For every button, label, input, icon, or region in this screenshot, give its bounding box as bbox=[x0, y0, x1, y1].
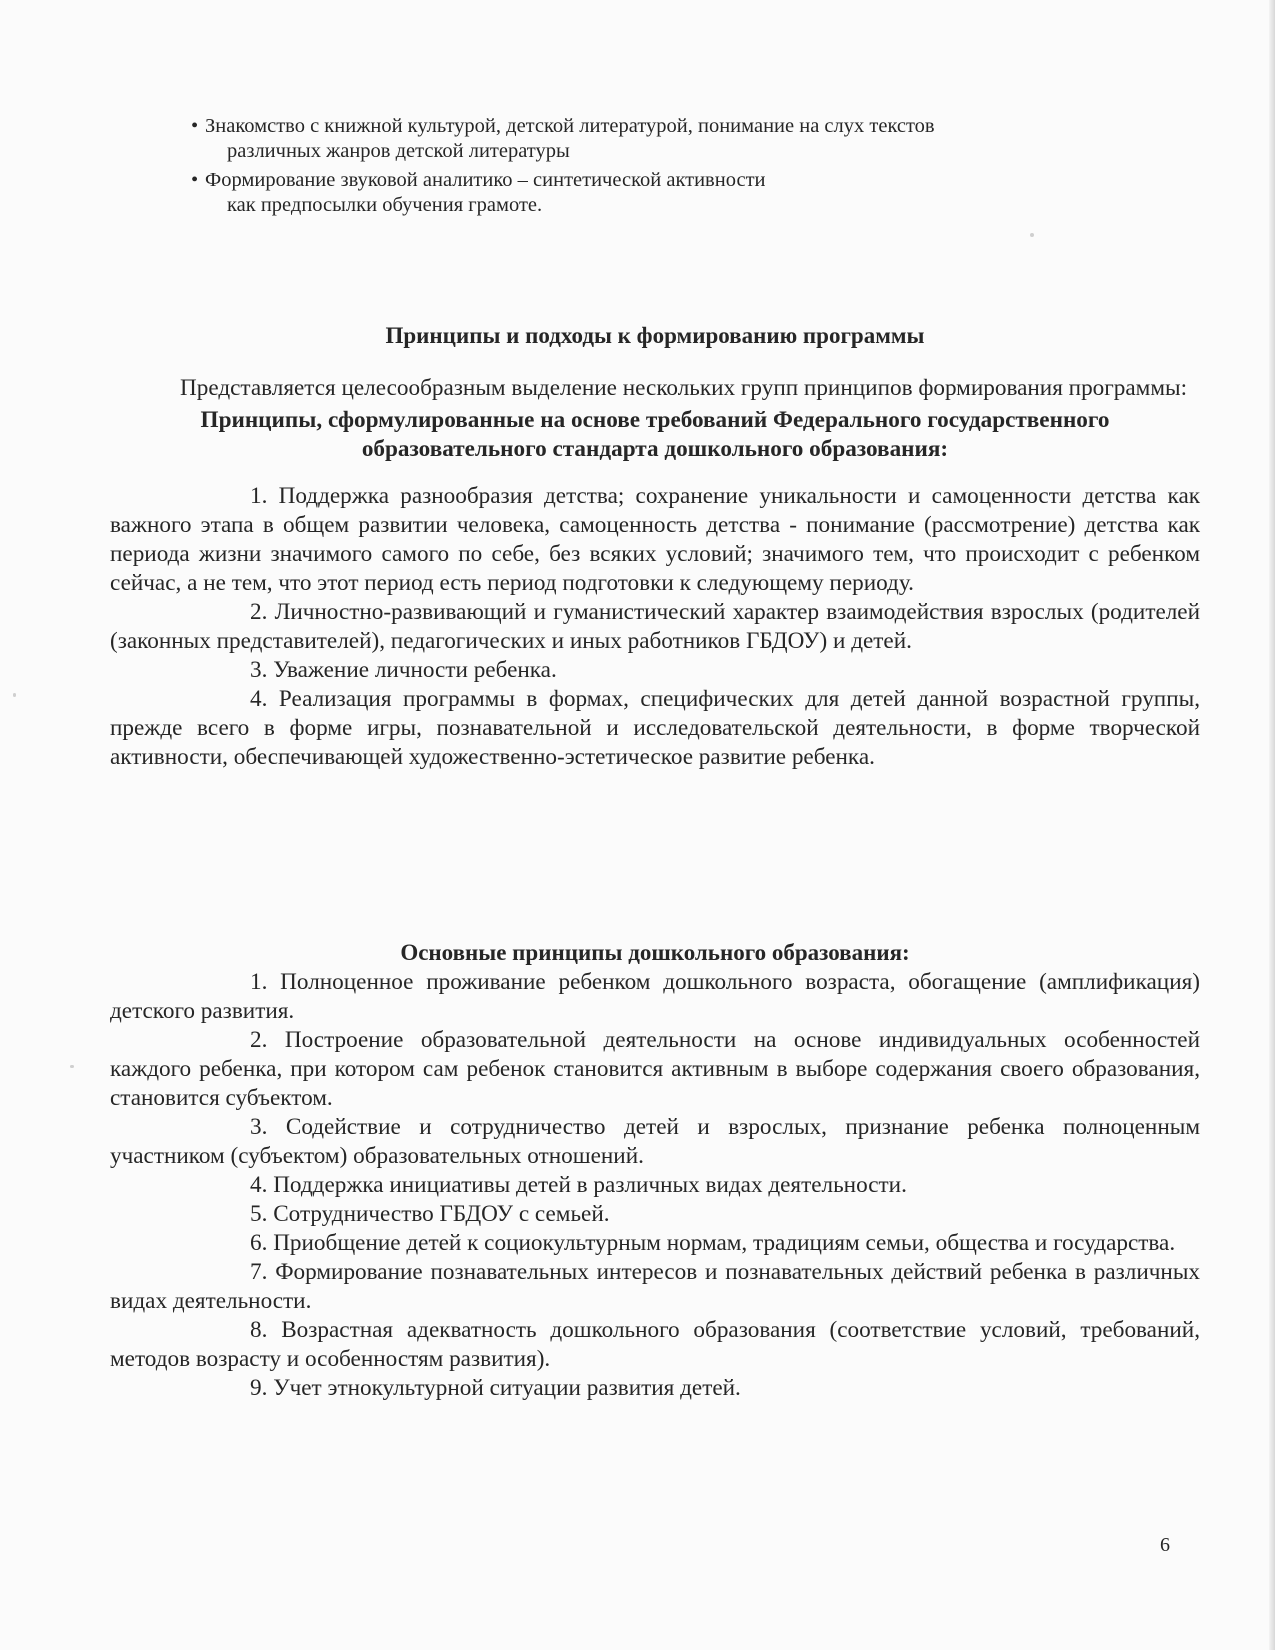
scan-edge-shadow bbox=[1269, 0, 1275, 1650]
list-item bbox=[110, 1374, 1200, 1403]
item-number: 1. bbox=[250, 969, 268, 995]
list-item bbox=[110, 482, 1200, 598]
fgos-principles-list bbox=[110, 482, 1200, 772]
list-item bbox=[110, 598, 1200, 656]
item-number: 8. bbox=[250, 1317, 268, 1343]
bullet-line: Знакомство с книжной культурой, детской литературой, понимание на слух текстов bbox=[205, 115, 935, 137]
item-text: Содействие и сотрудничество детей и взрослых, признание ребенка полноценным участником (субъектом) образовательных отношений. bbox=[110, 1114, 1201, 1169]
list-item bbox=[110, 656, 1200, 685]
item-number: 3. bbox=[250, 657, 268, 683]
item-text: Личностно-развивающий и гуманистический характер взаимодействия взрослых (родителей (законных представителей), педагогических и иных работников ГБДОУ) и детей. bbox=[110, 599, 1201, 654]
intro-paragraph: Представляется целесообразным выделение нескольких групп принципов формирования программы: bbox=[180, 375, 1188, 401]
item-text: Полноценное проживание ребенком дошкольного возраста, обогащение (амплификация) детского развития. bbox=[110, 969, 1200, 1024]
item-number: 2. bbox=[250, 599, 268, 625]
bullet-list bbox=[191, 114, 1095, 222]
bullet-item bbox=[191, 114, 1095, 164]
bullet-line-continued: как предпосылки обучения грамоте. bbox=[227, 194, 543, 216]
item-number: 9. bbox=[250, 1375, 268, 1401]
bullet-icon: • bbox=[191, 115, 199, 137]
list-item bbox=[110, 1229, 1200, 1258]
fgos-heading: Принципы, сформулированные на основе требований Федерального государственного образовательного стандарта дошкольного образования: bbox=[200, 407, 1110, 462]
item-number: 4. bbox=[250, 686, 268, 712]
bullet-line: Формирование звуковой аналитико – синтетической активности bbox=[205, 169, 766, 191]
item-text: Уважение личности ребенка. bbox=[273, 657, 557, 683]
item-text: Поддержка разнообразия детства; сохранение уникальности и самоценности детства как важного этапа в общем развитии человека, самоценность детства - понимание (рассмотрение) детства как периода жизни значимого самого по себе, без всяких условий; значимого тем, что происходит с ребенком сейчас, а не тем, что этот период есть период подготовки к следующему периоду. bbox=[110, 483, 1201, 596]
scan-speck bbox=[70, 1065, 74, 1068]
item-text: Поддержка инициативы детей в различных видах деятельности. bbox=[273, 1172, 907, 1198]
list-item bbox=[110, 968, 1200, 1026]
page-number: 6 bbox=[1160, 1534, 1170, 1556]
item-number: 2. bbox=[250, 1027, 268, 1053]
item-number: 1. bbox=[250, 483, 268, 509]
list-item bbox=[110, 1200, 1200, 1229]
item-number: 7. bbox=[250, 1259, 268, 1285]
item-text: Сотрудничество ГБДОУ с семьей. bbox=[273, 1201, 610, 1227]
section-title: Принципы и подходы к формированию программы bbox=[385, 323, 925, 348]
item-text: Учет этнокультурной ситуации развития детей. bbox=[273, 1375, 741, 1401]
list-item bbox=[110, 1258, 1200, 1316]
item-text: Реализация программы в формах, специфических для детей данной возрастной группы, прежде всего в форме игры, познавательной и исследовательской деятельности, в форме творческой активности, обеспечивающей художественно-эстетическое развитие ребенка. bbox=[110, 686, 1201, 770]
intro-block bbox=[110, 374, 1200, 464]
item-number: 3. bbox=[250, 1114, 268, 1140]
item-number: 4. bbox=[250, 1172, 268, 1198]
list-item bbox=[110, 1113, 1200, 1171]
bullet-icon: • bbox=[191, 169, 199, 191]
list-item bbox=[110, 1316, 1200, 1374]
list-item bbox=[110, 1171, 1200, 1200]
list-item bbox=[110, 1026, 1200, 1113]
basic-principles-heading: Основные принципы дошкольного образования: bbox=[400, 940, 910, 965]
scan-speck bbox=[1030, 233, 1034, 237]
bullet-item bbox=[191, 168, 1095, 218]
bullet-line-continued: различных жанров детской литературы bbox=[227, 140, 570, 162]
item-text: Приобщение детей к социокультурным нормам, традициям семьи, общества и государства. bbox=[273, 1230, 1176, 1256]
item-text: Формирование познавательных интересов и познавательных действий ребенка в различных видах деятельности. bbox=[110, 1259, 1200, 1314]
item-number: 6. bbox=[250, 1230, 268, 1256]
item-text: Возрастная адекватность дошкольного образования (соответствие условий, требований, методов возрасту и особенностям развития). bbox=[110, 1317, 1200, 1372]
basic-principles-list bbox=[110, 968, 1200, 1403]
scan-speck bbox=[13, 693, 16, 697]
item-text: Построение образовательной деятельности на основе индивидуальных особенностей каждого ребенка, при котором сам ребенок становится активным в выборе содержания своего образования, становится субъектом. bbox=[110, 1027, 1200, 1111]
item-number: 5. bbox=[250, 1201, 268, 1227]
list-item bbox=[110, 685, 1200, 772]
